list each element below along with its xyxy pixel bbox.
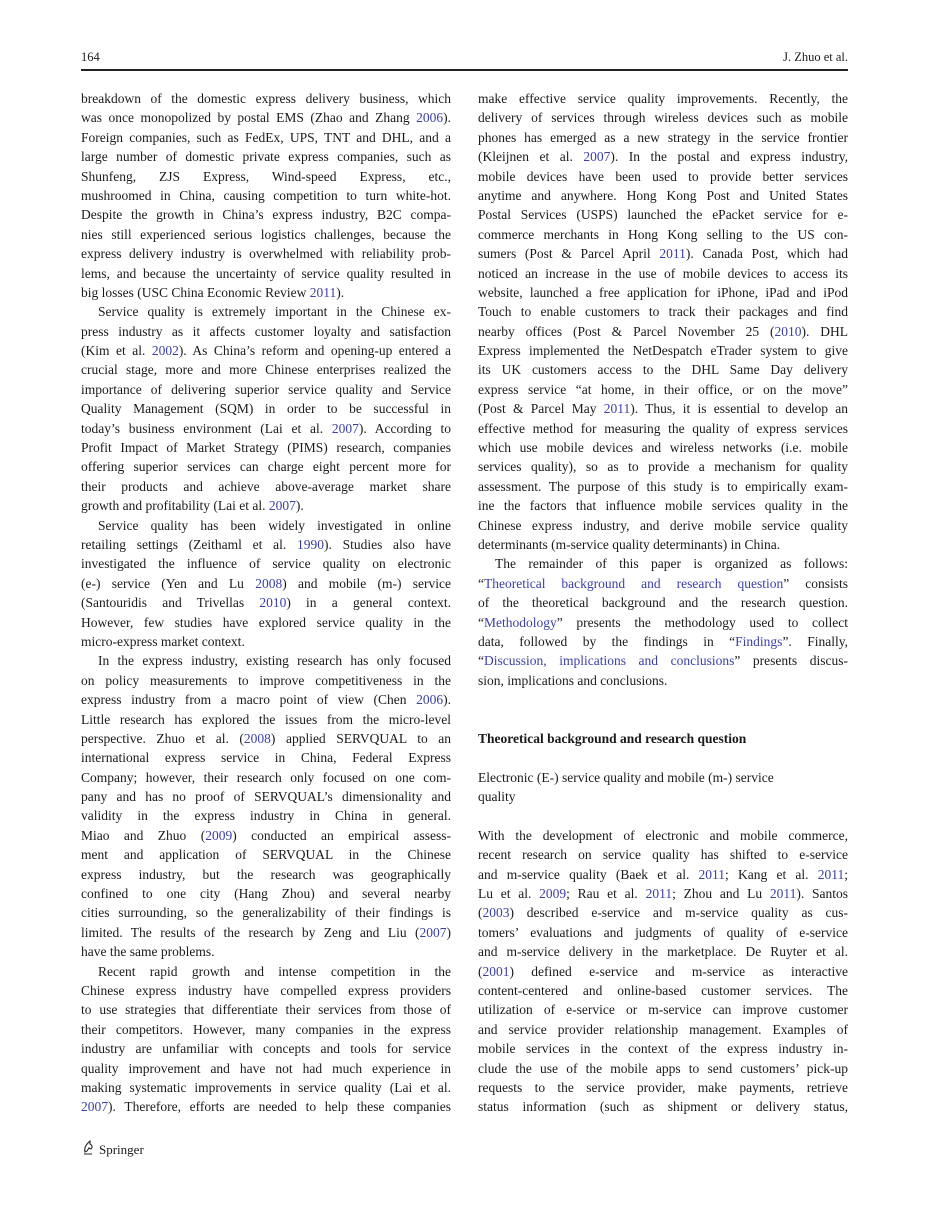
footer bbox=[81, 1140, 144, 1160]
spacer bbox=[478, 806, 848, 825]
text-segment: Lu et al. bbox=[478, 886, 540, 902]
text-line bbox=[81, 419, 451, 438]
text-line bbox=[81, 1039, 451, 1058]
text-segment: Chinese express industry have compelled express providers bbox=[81, 982, 451, 998]
text-line bbox=[81, 554, 451, 573]
text-line bbox=[81, 496, 451, 515]
text-segment: ). Thus, it is essential to develop an bbox=[630, 401, 848, 417]
text-segment: ). bbox=[336, 284, 345, 300]
text-line bbox=[81, 671, 451, 690]
text-segment: content-centered and online-based customer services. The bbox=[478, 982, 848, 998]
citation-link[interactable]: 2010 bbox=[774, 323, 802, 339]
text-line bbox=[478, 147, 848, 166]
text-line bbox=[478, 167, 848, 186]
text-segment: ) described e-service and m-service quality as cus- bbox=[509, 905, 848, 921]
citation-link[interactable]: 2007 bbox=[331, 420, 359, 436]
text-line bbox=[478, 651, 848, 670]
citation-link[interactable]: 2011 bbox=[659, 246, 686, 262]
text-line bbox=[81, 302, 451, 321]
citation-link[interactable]: 2011 bbox=[309, 284, 337, 300]
text-line bbox=[478, 593, 848, 612]
text-line bbox=[478, 264, 848, 283]
text-line bbox=[478, 496, 848, 515]
text-line bbox=[81, 535, 451, 554]
text-line bbox=[81, 322, 451, 341]
text-line bbox=[81, 826, 451, 845]
text-segment: big losses (USC China Economic Review bbox=[81, 284, 310, 300]
text-line bbox=[81, 1078, 451, 1097]
text-line bbox=[81, 923, 451, 942]
text-line bbox=[81, 477, 451, 496]
text-line bbox=[478, 865, 848, 884]
text-segment: Express implemented the NetDespatch eTrader system to give bbox=[478, 343, 848, 359]
text-segment: The remainder of this paper is organized as follows: bbox=[495, 556, 848, 572]
text-line bbox=[81, 399, 451, 418]
text-segment: Little research has explored the issues from the micro-level bbox=[81, 711, 451, 727]
text-segment: on policy measurements to improve competitiveness in the bbox=[81, 672, 451, 688]
text-line bbox=[478, 632, 848, 651]
text-segment: (e-) service (Yen and Lu bbox=[81, 575, 256, 591]
text-segment: express industry, but the research was geographically bbox=[81, 866, 451, 882]
citation-link[interactable]: Findings bbox=[735, 633, 783, 649]
text-line bbox=[478, 1078, 848, 1097]
text-line bbox=[478, 535, 848, 554]
section-heading bbox=[478, 729, 848, 748]
text-segment: requests to the service provider, make payments, retrieve bbox=[478, 1079, 848, 1095]
citation-link[interactable]: 2002 bbox=[151, 343, 179, 359]
text-line bbox=[81, 981, 451, 1000]
citation-link[interactable]: 2008 bbox=[255, 575, 283, 591]
citation-link[interactable]: 2007 bbox=[583, 149, 611, 165]
text-segment: sion, implications and conclusions. bbox=[478, 672, 668, 688]
text-line bbox=[81, 613, 451, 632]
citation-link[interactable]: 2009 bbox=[205, 827, 233, 843]
running-head-authors: J. Zhuo et al. bbox=[783, 50, 848, 64]
text-segment: ; Rau et al. bbox=[566, 886, 646, 902]
text-segment: utilization of e-service or m-service can improve customer bbox=[478, 1002, 848, 1018]
text-segment: Postal Services (USPS) launched the ePacket service for e- bbox=[478, 207, 848, 223]
text-segment: to use strategies that differentiate their services from those of bbox=[81, 1002, 451, 1018]
text-segment: importance of delivering superior service quality and Service bbox=[81, 381, 451, 397]
text-line bbox=[81, 283, 451, 302]
text-segment: retailing settings (Zeithaml et al. bbox=[81, 536, 297, 552]
text-segment: ). DHL bbox=[801, 323, 848, 339]
text-line bbox=[81, 710, 451, 729]
text-segment: Recent rapid growth and intense competition in the bbox=[98, 963, 451, 979]
text-segment: sumers (Post & Parcel April bbox=[478, 246, 660, 262]
text-line bbox=[81, 729, 451, 748]
text-line bbox=[81, 147, 451, 166]
text-segment: ( bbox=[478, 963, 483, 979]
text-line bbox=[81, 341, 451, 360]
text-line bbox=[81, 748, 451, 767]
text-segment: Electronic (E-) service quality and mobile (m-) service bbox=[478, 769, 774, 785]
text-line bbox=[478, 438, 848, 457]
text-segment: cities surrounding, so the generalizability of their findings is bbox=[81, 905, 451, 921]
text-line bbox=[81, 845, 451, 864]
text-segment: ) and mobile (m-) service bbox=[282, 575, 451, 591]
text-segment: their products and achieve above-average market share bbox=[81, 478, 451, 494]
text-segment: assessment. The purpose of this study is to empirically exam- bbox=[478, 478, 848, 494]
citation-link[interactable]: 2007 bbox=[268, 498, 296, 514]
text-segment: ). In the postal and express industry, bbox=[610, 149, 848, 165]
text-segment: mushroomed in China, causing competition to turn white-hot. bbox=[81, 187, 451, 203]
text-segment: ). bbox=[443, 692, 451, 708]
text-segment: ”. Finally, bbox=[782, 633, 848, 649]
text-segment: breakdown of the domestic express delivery business, which bbox=[81, 91, 451, 106]
text-line bbox=[478, 574, 848, 593]
text-segment: mobile devices have been used to provide better services bbox=[478, 168, 848, 184]
text-line bbox=[81, 457, 451, 476]
text-segment: determinants (m-service quality determinants) in China. bbox=[478, 536, 781, 552]
text-line bbox=[81, 651, 451, 670]
text-segment: Despite the growth in China’s express industry, B2C compa- bbox=[81, 207, 451, 223]
text-line bbox=[81, 205, 451, 224]
text-segment: “ bbox=[478, 653, 484, 669]
publisher-name: Springer bbox=[99, 1142, 144, 1157]
text-segment: validity in the express industry in China in general. bbox=[81, 808, 451, 824]
text-segment: clude the use of the mobile apps to send customers’ pick-up bbox=[478, 1060, 848, 1076]
text-line bbox=[81, 574, 451, 593]
spacer bbox=[478, 710, 848, 729]
text-segment: However, few studies have explored service quality in the bbox=[81, 614, 451, 630]
springer-logo-icon bbox=[81, 1140, 95, 1160]
text-segment: micro-express market context. bbox=[81, 633, 245, 649]
text-segment: Quality Management (SQM) in order to be successful in bbox=[81, 401, 451, 417]
text-line bbox=[478, 923, 848, 942]
text-line bbox=[81, 962, 451, 981]
text-line bbox=[478, 341, 848, 360]
text-segment: ) defined e-service and m-service as interactive bbox=[509, 963, 848, 979]
text-segment: ment and application of SERVQUAL in the Chinese bbox=[81, 847, 451, 863]
text-segment: ” consists bbox=[783, 575, 848, 591]
text-line bbox=[478, 322, 848, 341]
citation-link[interactable]: Methodology bbox=[484, 614, 557, 630]
text-segment: ). According to bbox=[358, 420, 451, 436]
text-segment: tomers’ evaluations and judgments of quality of e-service bbox=[478, 924, 848, 940]
citation-link[interactable]: 2006 bbox=[416, 110, 444, 126]
spacer bbox=[478, 748, 848, 767]
text-line bbox=[81, 903, 451, 922]
text-line bbox=[478, 554, 848, 573]
text-segment: ) bbox=[446, 924, 451, 940]
text-segment: ). Studies also have bbox=[323, 536, 451, 552]
text-segment: (Kleijnen et al. bbox=[478, 149, 584, 165]
text-segment: growth and profitability (Lai et al. bbox=[81, 498, 269, 514]
text-line bbox=[478, 225, 848, 244]
text-line bbox=[478, 981, 848, 1000]
text-line bbox=[478, 419, 848, 438]
text-segment: ). Santos bbox=[796, 886, 848, 902]
text-line bbox=[478, 399, 848, 418]
citation-link[interactable]: 2011 bbox=[817, 866, 845, 882]
text-segment: express delivery industry is overwhelmed with reliability prob- bbox=[81, 246, 451, 262]
text-line bbox=[478, 477, 848, 496]
text-segment: and m-service quality (Baek et al. bbox=[478, 866, 699, 882]
text-line bbox=[478, 903, 848, 922]
text-segment: website, launched a free application for iPhone, iPad and iPod bbox=[478, 284, 848, 300]
text-line bbox=[81, 1097, 451, 1116]
citation-link[interactable]: 2001 bbox=[482, 963, 510, 979]
text-line bbox=[81, 884, 451, 903]
text-segment: ) conducted an empirical assess- bbox=[232, 827, 451, 843]
text-segment: pany and has no proof of SERVQUAL’s dimensionality and bbox=[81, 789, 451, 805]
text-segment: nies still experienced serious logistics challenges, because the bbox=[81, 226, 451, 242]
citation-link[interactable]: Theoretical background and research question bbox=[484, 575, 784, 591]
text-line bbox=[478, 845, 848, 864]
text-segment: crucial stage, more and more Chinese enterprises realized the bbox=[81, 362, 451, 378]
text-segment: quality improvement and have not had much experience in bbox=[81, 1060, 451, 1076]
text-segment: make effective service quality improvements. Recently, the bbox=[478, 91, 848, 106]
text-line bbox=[478, 108, 848, 127]
text-line bbox=[81, 865, 451, 884]
text-line bbox=[478, 942, 848, 961]
text-segment: limited. The results of the research by Zeng and Liu ( bbox=[81, 924, 420, 940]
text-segment: Touch to enable customers to track their packages and find bbox=[478, 304, 848, 320]
text-line bbox=[478, 884, 848, 903]
text-line bbox=[478, 302, 848, 321]
text-segment: and m-service delivery in the marketplace. De Ruyter et al. bbox=[478, 944, 848, 960]
text-segment: lems, and because the uncertainty of service quality resulted in bbox=[81, 265, 451, 281]
text-line bbox=[478, 826, 848, 845]
text-segment: data, followed by the findings in “ bbox=[478, 633, 736, 649]
text-line bbox=[478, 962, 848, 981]
text-segment: (Post & Parcel May bbox=[478, 401, 604, 417]
text-segment: ; Zhou and Lu bbox=[672, 886, 770, 902]
citation-link[interactable]: 2011 bbox=[769, 886, 797, 902]
text-segment: ) in a general context. bbox=[286, 595, 451, 611]
text-line bbox=[478, 1039, 848, 1058]
citation-link[interactable]: 2009 bbox=[539, 886, 567, 902]
text-segment: recent research on service quality has shifted to e-service bbox=[478, 847, 848, 863]
text-segment: ; bbox=[844, 866, 848, 882]
text-segment: delivery of services through wireless devices such as mobile bbox=[478, 110, 848, 126]
text-line bbox=[478, 1097, 848, 1116]
text-segment: phones has emerged as a new strategy in the service frontier bbox=[478, 129, 848, 145]
text-line bbox=[81, 1000, 451, 1019]
citation-link[interactable]: 2011 bbox=[698, 866, 726, 882]
text-segment: large number of domestic private express companies, such as bbox=[81, 149, 451, 165]
text-line bbox=[478, 283, 848, 302]
text-segment: services quality), so as to provide a mechanism for quality bbox=[478, 459, 848, 475]
citation-link[interactable]: 2010 bbox=[259, 595, 287, 611]
text-line bbox=[478, 1020, 848, 1039]
text-segment: of the theoretical background and the research question. bbox=[478, 595, 848, 611]
text-segment: anytime and anywhere. Hong Kong Post and United States bbox=[478, 187, 848, 203]
text-segment: Theoretical background and research question bbox=[478, 730, 747, 746]
text-line bbox=[81, 225, 451, 244]
text-line bbox=[478, 186, 848, 205]
citation-link[interactable]: 2008 bbox=[243, 730, 271, 746]
text-segment: effective method for measuring the quality of express services bbox=[478, 420, 848, 436]
citation-link[interactable]: 2011 bbox=[645, 886, 673, 902]
text-segment: ( bbox=[478, 905, 483, 921]
text-segment: Service quality has been widely investigated in online bbox=[98, 517, 451, 533]
text-line bbox=[81, 360, 451, 379]
text-line bbox=[81, 128, 451, 147]
text-segment: Profit Impact of Market Strategy (PIMS) research, companies bbox=[81, 440, 451, 456]
text-line bbox=[478, 244, 848, 263]
text-line bbox=[81, 632, 451, 651]
text-line bbox=[81, 186, 451, 205]
text-segment: With the development of electronic and mobile commerce, bbox=[478, 827, 848, 843]
text-line bbox=[81, 438, 451, 457]
text-segment: ). Therefore, efforts are needed to help these companies bbox=[108, 1099, 451, 1115]
text-line bbox=[81, 806, 451, 825]
text-segment: was once monopolized by postal EMS (Zhao and Zhang bbox=[81, 110, 417, 126]
text-line bbox=[478, 1000, 848, 1019]
text-segment: status information (such as shipment or delivery status, bbox=[478, 1099, 848, 1115]
text-line bbox=[478, 671, 848, 690]
text-line bbox=[478, 380, 848, 399]
text-segment: Service quality is extremely important in the Chinese ex- bbox=[98, 304, 451, 320]
text-line bbox=[81, 516, 451, 535]
text-segment: Foreign companies, such as FedEx, UPS, TNT and DHL, and a bbox=[81, 129, 451, 145]
text-segment: offering superior services can charge eight percent more for bbox=[81, 459, 451, 475]
text-segment: investigated the influence of service quality on electronic bbox=[81, 556, 451, 572]
citation-link[interactable]: 2007 bbox=[81, 1099, 108, 1115]
text-line bbox=[478, 89, 848, 108]
text-segment: (Santouridis and Trivellas bbox=[81, 595, 260, 611]
text-line bbox=[81, 264, 451, 283]
text-segment: “ bbox=[478, 575, 484, 591]
text-line bbox=[81, 1020, 451, 1039]
text-segment: ) applied SERVQUAL to an bbox=[270, 730, 451, 746]
text-line bbox=[81, 1059, 451, 1078]
text-line bbox=[81, 593, 451, 612]
text-line bbox=[81, 380, 451, 399]
text-line bbox=[81, 787, 451, 806]
text-line bbox=[478, 457, 848, 476]
text-segment: commerce merchants in Hong Kong selling to the US con- bbox=[478, 226, 848, 242]
spacer bbox=[478, 690, 848, 709]
text-segment: ). Canada Post, which had bbox=[685, 246, 848, 262]
text-line bbox=[81, 942, 451, 961]
citation-link[interactable]: 2007 bbox=[419, 924, 447, 940]
text-segment: perspective. Zhuo et al. ( bbox=[81, 730, 244, 746]
text-line bbox=[81, 244, 451, 263]
text-line bbox=[81, 690, 451, 709]
text-segment: ; Kang et al. bbox=[725, 866, 818, 882]
citation-link[interactable]: 2003 bbox=[482, 905, 510, 921]
text-segment: today’s business environment (Lai et al. bbox=[81, 420, 332, 436]
text-segment: making systematic improvements in service quality (Lai et al. bbox=[81, 1079, 451, 1095]
text-segment: international express service in China, Federal Express bbox=[81, 750, 451, 766]
text-segment: ). bbox=[295, 498, 304, 514]
text-segment: ” presents the methodology used to collect bbox=[556, 614, 848, 630]
text-segment: and service provider relationship management. Examples of bbox=[478, 1021, 848, 1037]
text-line bbox=[81, 167, 451, 186]
text-segment: ). As China’s reform and opening-up entered a bbox=[178, 343, 451, 359]
text-segment: Company; however, their research only focused on one com- bbox=[81, 769, 451, 785]
text-segment: ). bbox=[443, 110, 451, 126]
text-line bbox=[478, 205, 848, 224]
text-segment: industry are unfamiliar with concepts and tools for service bbox=[81, 1041, 451, 1057]
text-segment: have the same problems. bbox=[81, 944, 215, 960]
text-line bbox=[81, 108, 451, 127]
text-segment: Shunfeng, ZJS Express, Wind-speed Express, etc., bbox=[81, 168, 451, 184]
text-line bbox=[478, 613, 848, 632]
text-segment: confined to one city (Hang Zhou) and several nearby bbox=[81, 886, 451, 902]
citation-link[interactable]: 1990 bbox=[296, 536, 324, 552]
text-segment: In the express industry, existing research has only focused bbox=[98, 653, 451, 669]
text-segment: (Kim et al. bbox=[81, 343, 152, 359]
text-line bbox=[81, 768, 451, 787]
citation-link[interactable]: 2006 bbox=[416, 692, 444, 708]
text-segment: quality bbox=[478, 789, 516, 805]
text-segment: nearby offices (Post & Parcel November 25 ( bbox=[478, 323, 775, 339]
citation-link[interactable]: 2011 bbox=[603, 401, 631, 417]
text-segment: Miao and Zhuo ( bbox=[81, 827, 206, 843]
citation-link[interactable]: Discussion, implications and conclusions bbox=[484, 653, 735, 669]
text-segment: “ bbox=[478, 614, 484, 630]
text-segment: Chinese express industry, and derive mobile service quality bbox=[478, 517, 848, 533]
text-line bbox=[81, 89, 451, 108]
header-rule bbox=[81, 69, 848, 71]
right-column bbox=[478, 89, 848, 1117]
text-line bbox=[478, 128, 848, 147]
text-segment: their competitors. However, many companies in the express bbox=[81, 1021, 451, 1037]
text-segment: mobile services in the context of the express industry in- bbox=[478, 1041, 848, 1057]
text-segment: press industry as it affects customer loyalty and satisfaction bbox=[81, 323, 451, 339]
subsection-heading bbox=[478, 787, 848, 806]
text-line bbox=[478, 360, 848, 379]
text-segment: ” presents discus- bbox=[734, 653, 848, 669]
text-segment: its UK customers access to the DHL Same Day delivery bbox=[478, 362, 848, 378]
text-segment: express industry from a macro point of view (Chen bbox=[81, 692, 417, 708]
page-number: 164 bbox=[81, 50, 100, 64]
text-segment: which use mobile devices and wireless networks (i.e. mobile bbox=[478, 440, 848, 456]
text-segment: express service “at home, in their office, or on the move” bbox=[478, 381, 848, 397]
text-segment: noticed an increase in the use of mobile devices to access its bbox=[478, 265, 848, 281]
text-line bbox=[478, 1059, 848, 1078]
text-line bbox=[478, 516, 848, 535]
left-column bbox=[81, 89, 451, 1117]
subsection-heading bbox=[478, 768, 848, 787]
text-segment: ine the factors that influence mobile services quality in the bbox=[478, 498, 848, 514]
